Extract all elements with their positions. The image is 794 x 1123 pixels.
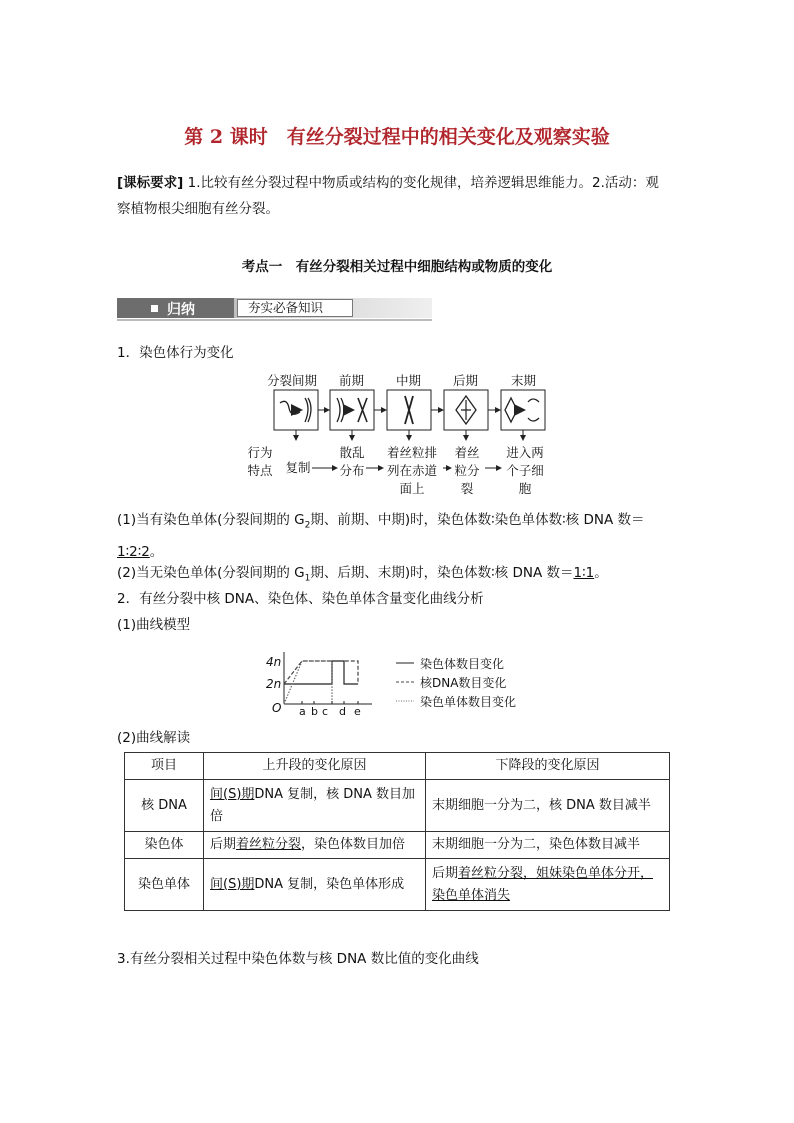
stage-label: 前期 <box>339 373 365 388</box>
x-tick-label: b <box>311 705 318 718</box>
curve-model-heading: (1)曲线模型 <box>117 617 191 633</box>
behavior-interphase: 复制 <box>285 460 311 475</box>
table-header: 项目 <box>125 753 204 780</box>
curve-analysis-table <box>124 752 670 911</box>
requirement-line1: 1.比较有丝分裂过程中物质或结构的变化规律，培养逻辑思维能力。2.活动：观 <box>187 175 659 191</box>
x-tick-label: e <box>354 705 361 718</box>
table-cell-up: 间(S)期DNA 复制，染色单体形成 <box>204 859 426 911</box>
summary-banner <box>117 298 432 322</box>
x-tick-label: d <box>339 705 346 718</box>
behavior-metaphase: 着丝粒排 列在赤道 面上 <box>386 445 437 496</box>
table-cell-item: 核 DNA <box>125 780 204 832</box>
page-title: 第 2 课时 有丝分裂过程中的相关变化及观察实验 <box>184 126 610 148</box>
section1-heading: 1．染色体行为变化 <box>117 345 234 361</box>
y-tick-label: 2n <box>266 677 282 691</box>
section-kaodian-title: 考点一 有丝分裂相关过程中细胞结构或物质的变化 <box>241 259 553 275</box>
table-cell-down: 末期细胞一分为二，染色体数目减半 <box>426 832 670 859</box>
behavior-telophase: 进入两 个子细 胞 <box>506 445 544 496</box>
section3-heading: 3.有丝分裂相关过程中染色体数与核 DNA 数比值的变化曲线 <box>117 951 479 967</box>
stage-label: 后期 <box>453 373 479 388</box>
table-header-row <box>125 753 670 780</box>
table-cell-down: 后期着丝粒分裂，姐妹染色单体分开， 染色单体消失 <box>426 859 670 911</box>
curve-model-figure <box>262 648 542 720</box>
banner-subtitle: 夯实必备知识 <box>237 299 353 317</box>
requirement-paragraph <box>117 170 677 222</box>
x-tick-label: c <box>322 705 329 718</box>
chromosome-behavior-diagram <box>245 368 555 498</box>
origin-label: O <box>272 701 282 715</box>
table-header: 下降段的变化原因 <box>426 753 670 780</box>
square-bullet-icon <box>151 305 158 312</box>
table-cell-up: 间(S)期DNA 复制，核 DNA 数目加倍 <box>204 780 426 832</box>
legend-chromatid: 染色单体数目变化 <box>420 695 517 709</box>
table-cell-down: 末期细胞一分为二，核 DNA 数目减半 <box>426 780 670 832</box>
row-label: 行为 特点 <box>247 445 273 478</box>
legend-dna: 核DNA数目变化 <box>420 676 507 690</box>
stage-label: 分裂间期 <box>267 373 318 388</box>
banner-label: 归纳 <box>167 302 195 318</box>
table-cell-up: 后期着丝粒分裂，染色体数目加倍 <box>204 832 426 859</box>
requirement-line2: 察植物根尖细胞有丝分裂。 <box>117 201 279 217</box>
stage-label: 末期 <box>511 373 537 388</box>
stage-label: 中期 <box>396 373 422 388</box>
table-row <box>125 780 670 832</box>
ratio-answer-1: 1∶2∶2 <box>117 543 150 560</box>
ratio-paragraph-2: (2)当无染色单体(分裂间期的 $G_1$期、后期、末期)时，染色体数∶核 DNA 数＝1∶1。 <box>117 565 608 584</box>
table-cell-item: 染色单体 <box>125 859 204 911</box>
table-row <box>125 859 670 911</box>
x-tick-label: a <box>299 705 306 718</box>
behavior-anaphase: 着丝 粒分 裂 <box>454 445 480 496</box>
ratio-paragraph-1: (1)当有染色单体(分裂间期的 $G_2$期、前期、中期)时，染色体数∶染色单体数∶核 DNA 数＝ 1∶2∶2。 <box>117 512 645 560</box>
section2-heading: 2．有丝分裂中核 DNA、染色体、染色单体含量变化曲线分析 <box>117 591 484 607</box>
table-header: 上升段的变化原因 <box>204 753 426 780</box>
table-cell-item: 染色体 <box>125 832 204 859</box>
requirement-label: [课标要求] <box>117 175 184 191</box>
y-tick-label: 4n <box>266 655 282 669</box>
legend-chromosome: 染色体数目变化 <box>420 657 505 671</box>
table-row <box>125 832 670 859</box>
curve-reading-heading: (2)曲线解读 <box>117 730 191 746</box>
ratio-answer-2: 1∶1 <box>573 565 595 581</box>
behavior-prophase: 散乱 分布 <box>339 445 365 478</box>
